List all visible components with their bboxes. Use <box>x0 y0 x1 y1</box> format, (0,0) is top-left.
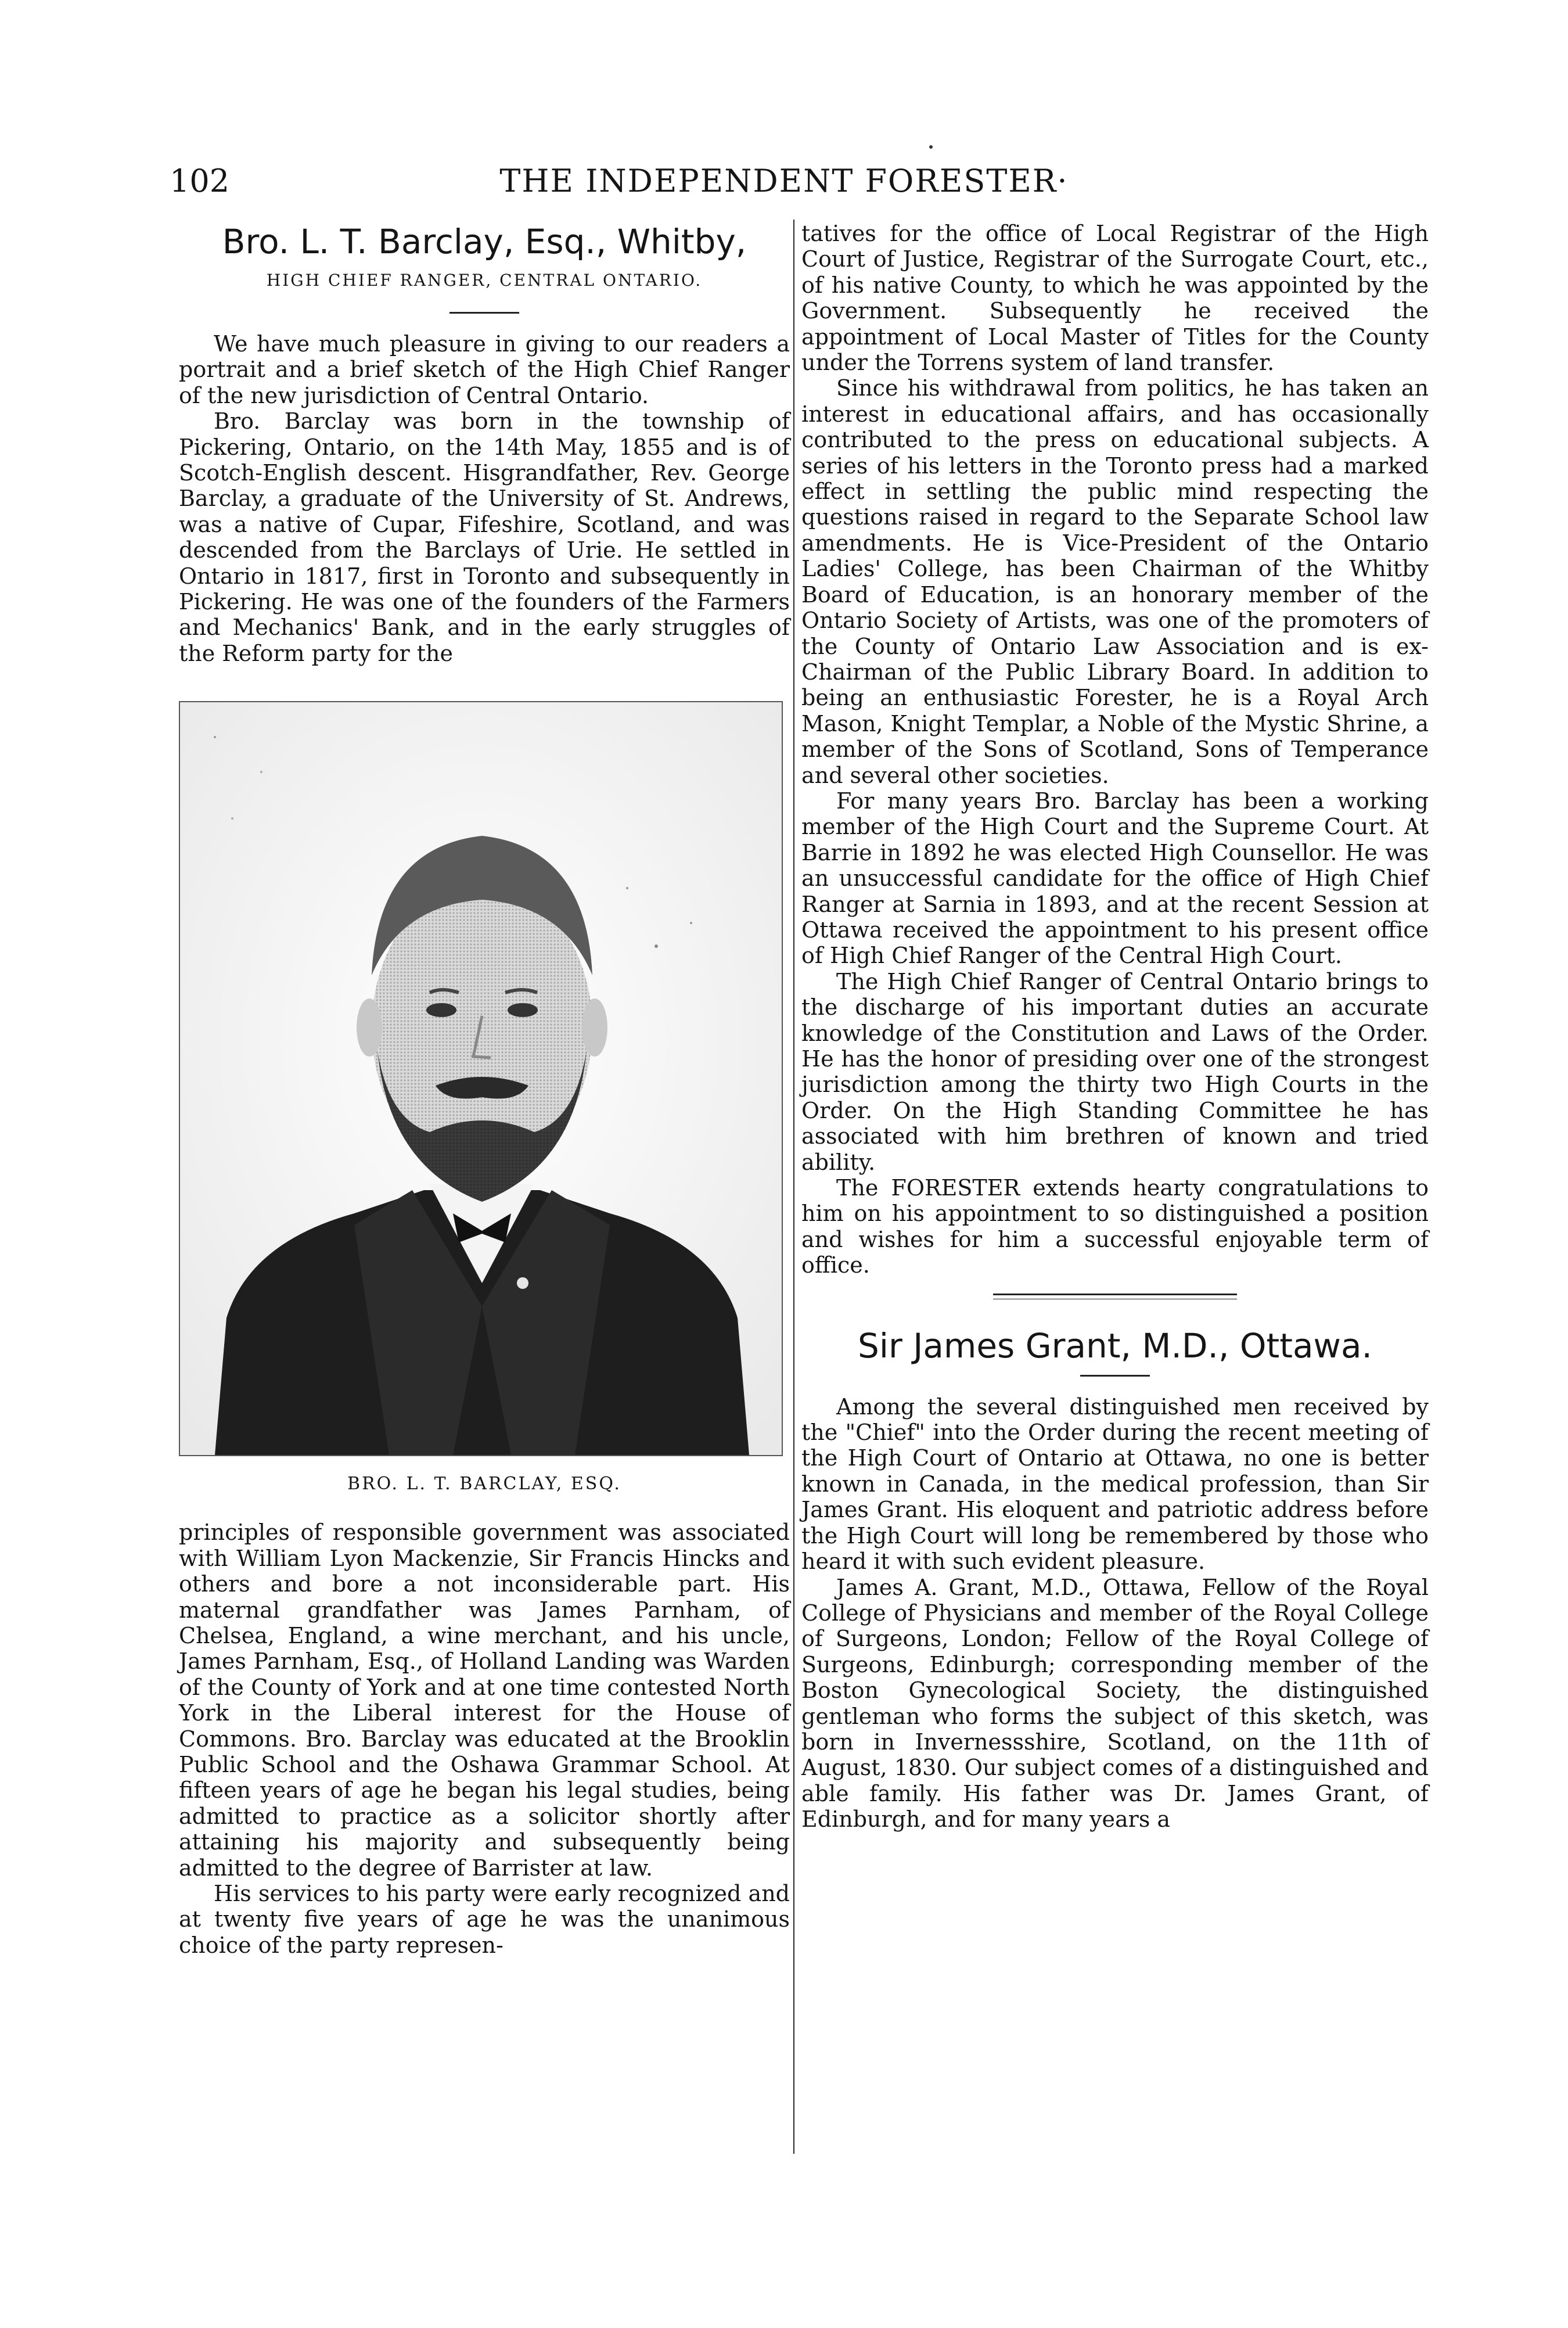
page-number: 102 <box>170 163 230 199</box>
ink-dot <box>929 145 933 149</box>
title-rule <box>1080 1375 1150 1377</box>
paragraph: His services to his party were early recognized and at twenty five years of age he was the unanimous choice of the party represen- <box>179 1880 790 1958</box>
paragraph: The High Chief Ranger of Central Ontario brings to the discharge of his important duties an accurate knowledge of the Constitution and Laws of the Order. He has the honor of presiding over one of the strongest jurisdiction among the thirty two High Courts in the Order. On the High Standing Committee he has associated with him brethren of known and tried ability. <box>801 968 1429 1175</box>
portrait-caption: BRO. L. T. BARCLAY, ESQ. <box>347 1474 621 1494</box>
paragraph: The FORESTER extends hearty congratulations to him on his appointment to so distinguished a position and wishes for him a successful enjoyable term of office. <box>801 1175 1429 1278</box>
article-body-left-continued <box>179 1519 790 1958</box>
article-body-right <box>801 221 1429 1278</box>
paragraph: principles of responsible government was associated with William Lyon Mackenzie, Sir Francis Hincks and others and bore a not inconsiderable part. His maternal grandfather was James Parnham, of Chelsea, England, a wine merchant, and his uncle, James Parnham, Esq., of Holland Landing was Warden of the County of York and at one time contested North York in the Liberal interest for the House of Commons. Bro. Barclay was educated at the Brooklin Public School and the Oshawa Grammar School. At fifteen years of age he began his legal studies, being admitted to practice as a solicitor shortly after attaining his majority and subsequently being admitted to the degree of Barrister at law. <box>179 1519 790 1881</box>
article-body-left <box>179 331 790 666</box>
right-column <box>801 221 1429 1833</box>
portrait-photo <box>179 701 783 1456</box>
paragraph: Among the several distinguished men received by the "Chief" into the Order during the recent meeting of the High Court of Ontario at Ottawa, no one is better known in Canada, in the medical profession, than Sir James Grant. His eloquent and patriotic address before the High Court will long be remembered by those who heard it with such evident pleasure. <box>801 1393 1429 1575</box>
article-title: Bro. L. T. Barclay, Esq., Whitby, <box>222 222 747 261</box>
portrait-image <box>180 702 782 1455</box>
article-title: Sir James Grant, M.D., Ottawa. <box>858 1325 1372 1366</box>
paragraph: We have much pleasure in giving to our readers a portrait and a brief sketch of the High Chief Ranger of the new jurisdiction of Central Ontario. <box>179 331 790 408</box>
left-column <box>179 221 790 1958</box>
paragraph: tatives for the office of Local Registrar of the High Court of Justice, Registrar of the Surrogate Court, etc., of his native County, to which he was appointed by the Government. Subsequently he received the appointment of Local Master of Titles for the County under the Torrens system of land transfer. <box>801 221 1429 376</box>
paragraph: Bro. Barclay was born in the township of Pickering, Ontario, on the 14th May, 1855 and is of Scotch-English descent. Hisgrandfather, Rev. George Barclay, a graduate of the University of St. Andrews, was a native of Cupar, Fifeshire, Scotland, and was descended from the Barclays of Urie. He settled in Ontario in 1817, first in Toronto and subsequently in Pickering. He was one of the founders of the Farmers and Mechanics' Bank, and in the early struggles of the Reform party for the <box>179 408 790 666</box>
paragraph: Since his withdrawal from politics, he has taken an interest in educational affairs, and has occasionally contributed to the press on educational subjects. A series of his letters in the Toronto press had a marked effect in settling the public mind respecting the questions raised in regard to the Separate School law amendments. He is Vice-President of the Ontario Ladies' College, has been Chairman of the Whitby Board of Education, is an honorary member of the Ontario Society of Artists, was one of the promoters of the County of Ontario Law Association and is ex-Chairman of the Public Library Board. In addition to being an enthusiastic Forester, he is a Royal Arch Mason, Knight Templar, a Noble of the Mystic Shrine, a member of the Sons of Scotland, Sons of Temperance and several other societies. <box>801 375 1429 788</box>
title-rule <box>449 312 519 314</box>
column-divider <box>793 220 794 2154</box>
running-head: THE INDEPENDENT FORESTER· <box>499 163 1069 199</box>
article-body <box>801 1394 1429 1833</box>
section-separator <box>993 1294 1237 1299</box>
article-subtitle: HIGH CHIEF RANGER, CENTRAL ONTARIO. <box>266 271 703 290</box>
paragraph: James A. Grant, M.D., Ottawa, Fellow of the Royal College of Physicians and member of the Royal College of Surgeons, London; Fellow of the Royal College of Surgeons, Edinburgh; corresponding member of the Boston Gynecological Society, the distinguished gentleman who forms the subject of this sketch, was born in Invernessshire, Scotland, on the 11th of August, 1830. Our subject comes of a distinguished and able family. His father was Dr. James Grant, of Edinburgh, and for many years a <box>801 1574 1429 1833</box>
paragraph: For many years Bro. Barclay has been a working member of the High Court and the Supreme Court. At Barrie in 1892 he was elected High Counsellor. He was an unsuccessful candidate for the office of High Chief Ranger at Sarnia in 1893, and at the recent Session at Ottawa received the appointment to his present office of High Chief Ranger of the Central High Court. <box>801 788 1429 969</box>
